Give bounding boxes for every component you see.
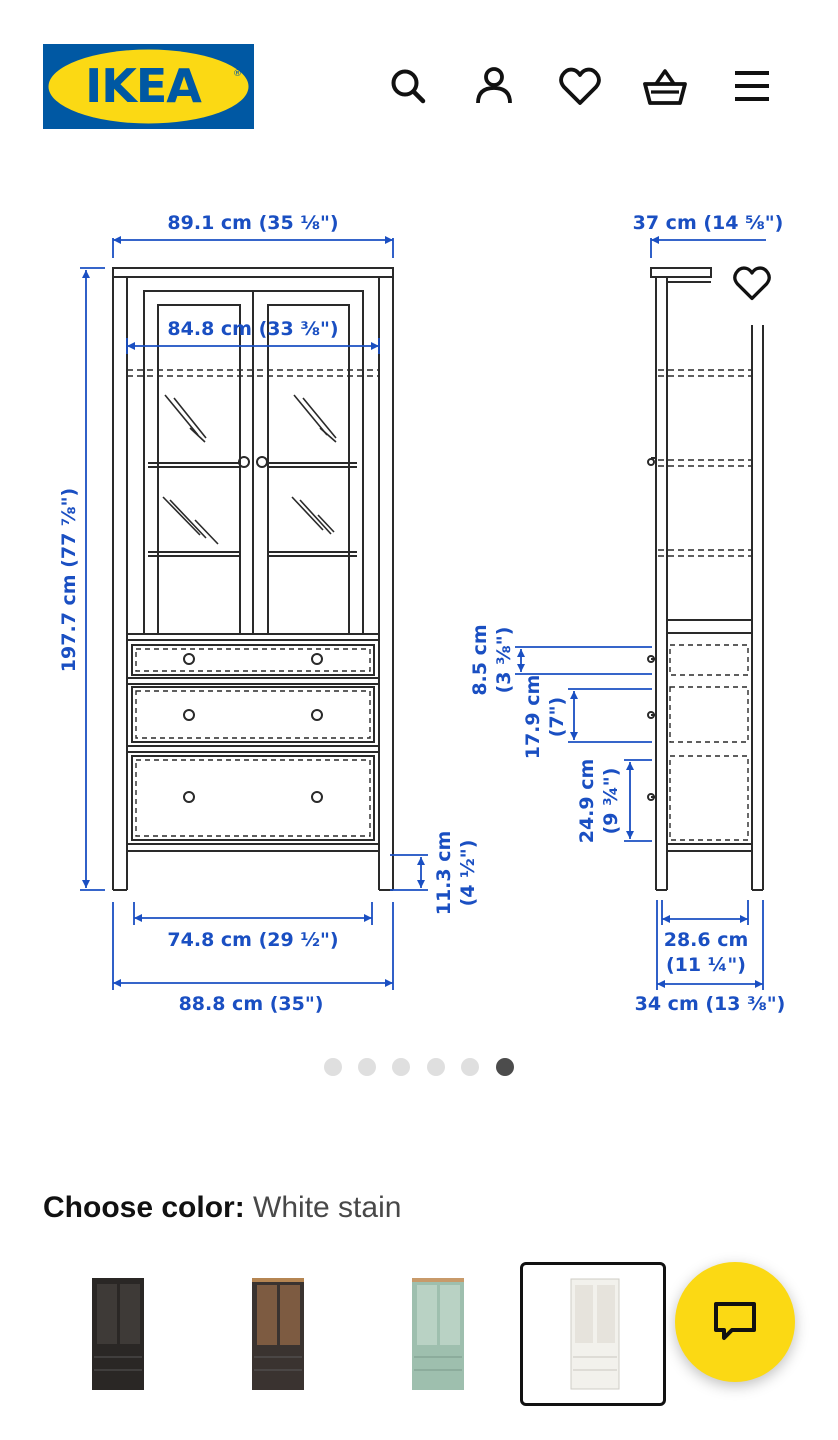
carousel-dot-3[interactable] <box>392 1058 410 1076</box>
selected-color-value: White stain <box>253 1191 402 1224</box>
carousel-dot-5[interactable] <box>461 1058 479 1076</box>
chat-button[interactable] <box>675 1262 795 1382</box>
dim-side-depth-bottom: 34 cm (13 ⅜") <box>634 993 786 1015</box>
carousel-dot-1[interactable] <box>324 1058 342 1076</box>
color-swatch-grey-green[interactable] <box>364 1262 510 1406</box>
color-swatch-black-brown-light-brown[interactable] <box>204 1262 350 1406</box>
account-icon[interactable] <box>472 64 516 108</box>
dim-drawer2-height: 17.9 cm <box>522 674 544 760</box>
chat-bubble-icon <box>712 1300 758 1344</box>
cabinet-thumbnail <box>204 1262 350 1406</box>
dim-drawer1-height: 8.5 cm <box>469 624 491 696</box>
logo-registered-mark: ® <box>233 69 242 79</box>
logo-text: IKEA <box>85 59 201 113</box>
dim-leg-height-inch: (4 ½") <box>457 839 479 907</box>
dim-drawer1-height-inch: (3 ⅜") <box>493 626 515 694</box>
image-carousel-indicator <box>0 1058 838 1078</box>
dim-drawer2-height-inch: (7") <box>546 696 568 738</box>
dim-drawer-depth: 28.6 cm <box>663 929 749 951</box>
basket-icon[interactable] <box>643 64 687 108</box>
dim-base-width: 88.8 cm (35") <box>178 993 324 1015</box>
dim-front-total-width: 89.1 cm (35 ⅛") <box>167 212 339 234</box>
ikea-logo[interactable] <box>43 44 254 129</box>
dim-leg-height: 11.3 cm <box>433 830 455 916</box>
search-icon[interactable] <box>386 64 430 108</box>
dim-drawer-depth-inch: (11 ¼") <box>666 954 746 976</box>
dim-drawer3-height-inch: (9 ¾") <box>600 767 622 835</box>
menu-icon[interactable] <box>730 64 774 108</box>
product-dimension-image[interactable] <box>0 190 838 1030</box>
cabinet-thumbnail <box>44 1262 190 1406</box>
cabinet-thumbnail <box>364 1262 510 1406</box>
dim-side-depth-top: 37 cm (14 ⅝") <box>632 212 784 234</box>
cabinet-thumbnail <box>523 1265 663 1403</box>
carousel-dot-6[interactable] <box>496 1058 514 1076</box>
carousel-dot-4[interactable] <box>427 1058 445 1076</box>
dim-drawer3-height: 24.9 cm <box>576 758 598 844</box>
dim-drawer-inner-width: 74.8 cm (29 ½") <box>167 929 339 951</box>
wishlist-heart-icon[interactable] <box>558 64 602 108</box>
save-to-favorites-button[interactable] <box>719 247 785 317</box>
dim-height: 197.7 cm (77 ⅞") <box>58 487 80 673</box>
color-swatch-white-stain[interactable] <box>520 1262 666 1406</box>
heart-icon <box>732 263 772 303</box>
choose-color-label: Choose color: <box>43 1191 245 1224</box>
color-chooser-label <box>43 1191 401 1225</box>
carousel-dot-2[interactable] <box>358 1058 376 1076</box>
dim-inner-width: 84.8 cm (33 ⅜") <box>167 318 339 340</box>
color-swatch-black-brown[interactable] <box>44 1262 190 1406</box>
